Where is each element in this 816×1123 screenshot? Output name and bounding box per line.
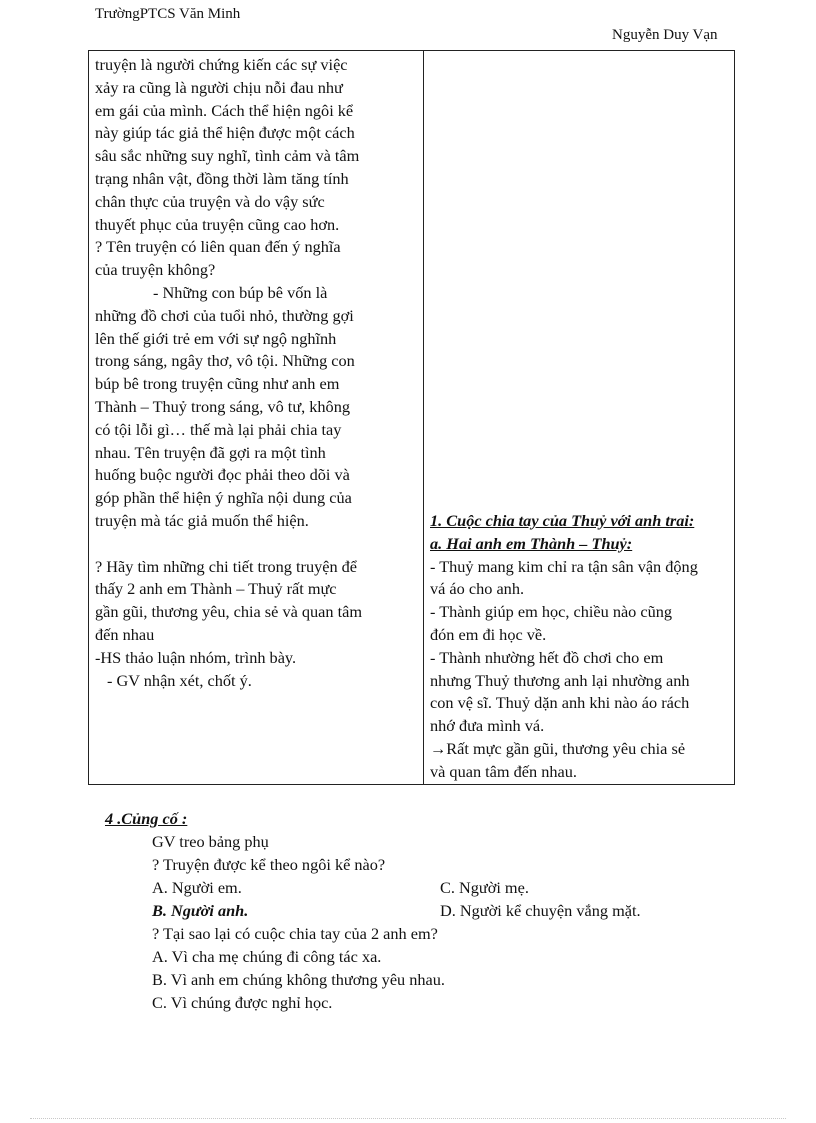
text-line: đón em đi học về. — [430, 624, 547, 644]
lesson-table — [88, 50, 735, 785]
option-c: C. Người mẹ. — [440, 878, 529, 897]
option-c: C. Vì chúng được nghỉ học. — [152, 993, 333, 1012]
author-name: Nguyễn Duy Vạn — [612, 27, 718, 43]
option-b-correct: B. Người anh. — [152, 901, 249, 920]
text-line: em gái của mình. Cách thể hiện ngôi kể — [95, 100, 354, 120]
option-b: B. Vì anh em chúng không thương yêu nhau. — [152, 970, 445, 989]
consolidation-title: 4 .Củng cố : — [105, 809, 188, 828]
text-line: - Thành nhường hết đồ chơi cho em — [430, 647, 664, 667]
option-a: A. Vì cha mẹ chúng đi công tác xa. — [152, 947, 382, 966]
text-line: búp bê trong truyện cũng như anh em — [95, 374, 340, 394]
content-cell — [424, 51, 735, 785]
text-line: đến nhau — [95, 624, 155, 644]
section-heading: 1. Cuộc chia tay của Thuỷ với anh trai: — [430, 511, 695, 530]
text-line: lên thế giới trẻ em với sự ngộ nghĩnh — [95, 328, 337, 348]
option-d: D. Người kể chuyện vắng mặt. — [440, 901, 641, 920]
question-line: ? Truyện được kể theo ngôi kể nào? — [152, 855, 386, 874]
text-line: -HS thảo luận nhóm, trình bày. — [95, 647, 297, 667]
text-line: trong sáng, ngây thơ, vô tội. Những con — [95, 351, 355, 371]
question-line: ? Tên truyện có liên quan đến ý nghĩa — [95, 237, 341, 257]
text-line: thấy 2 anh em Thành – Thuỷ rất mực — [95, 579, 337, 599]
text-line: góp phần thể hiện ý nghĩa nội dung của — [95, 488, 352, 508]
answer-line: - Những con búp bê vốn là — [153, 282, 328, 302]
text-line: gần gũi, thương yêu, chia sẻ và quan tâm — [95, 602, 363, 622]
teacher-activity-cell — [89, 51, 424, 785]
text-line: những đồ chơi của tuổi nhỏ, thường gợi — [95, 305, 354, 325]
text-line: sâu sắc những suy nghĩ, tình cảm và tâm — [95, 146, 360, 166]
text-line: - GV nhận xét, chốt ý. — [107, 670, 252, 690]
text-line: truyện mà tác giả muốn thể hiện. — [95, 510, 309, 530]
text-line: chân thực của truyện và do vậy sức — [95, 191, 325, 211]
text-line: - Thuỷ mang kim chỉ ra tận sân vận động — [430, 556, 698, 576]
text-line: thuyết phục của truyện cũng cao hơn. — [95, 214, 340, 234]
option-a: A. Người em. — [152, 878, 242, 897]
arrow-icon: → — [430, 738, 447, 758]
text-line: nhau. Tên truyện đã gợi ra một tình — [95, 442, 326, 462]
text-line: vá áo cho anh. — [430, 579, 525, 599]
question-line: ? Hãy tìm những chi tiết trong truyện để — [95, 556, 358, 576]
text-line: huống buộc người đọc phải theo dõi và — [95, 465, 350, 485]
question-line: của truyện không? — [95, 260, 216, 280]
page-divider — [30, 1118, 786, 1119]
text-line: có tội lỗi gì… thế mà lại phải chia tay — [95, 419, 342, 439]
school-name: TrườngPTCS Văn Minh — [95, 6, 241, 22]
subsection-heading: a. Hai anh em Thành – Thuỷ: — [430, 533, 633, 553]
text-line: GV treo bảng phụ — [152, 832, 269, 851]
text-line: này giúp tác giả thể hiện được một cách — [95, 123, 355, 143]
text-line: trạng nhân vật, đồng thời làm tăng tính — [95, 168, 349, 188]
text-line: truyện là người chứng kiến các sự việc — [95, 55, 348, 74]
text-line: con vệ sĩ. Thuỷ dặn anh khi nào áo rách — [430, 693, 690, 713]
conclusion-line: →Rất mực gần gũi, thương yêu chia sẻ — [430, 738, 686, 758]
text-line: nhưng Thuỷ thương anh lại nhường anh — [430, 670, 690, 690]
text-line: nhớ đưa mình vá. — [430, 716, 545, 736]
question-line: ? Tại sao lại có cuộc chia tay của 2 anh em? — [152, 924, 438, 943]
text-line: - Thành giúp em học, chiều nào cũng — [430, 602, 673, 622]
conclusion-line: và quan tâm đến nhau. — [430, 761, 577, 781]
text-line: xảy ra cũng là người chịu nỗi đau như — [95, 77, 343, 97]
text-line: Thành – Thuỷ trong sáng, vô tư, không — [95, 396, 350, 416]
